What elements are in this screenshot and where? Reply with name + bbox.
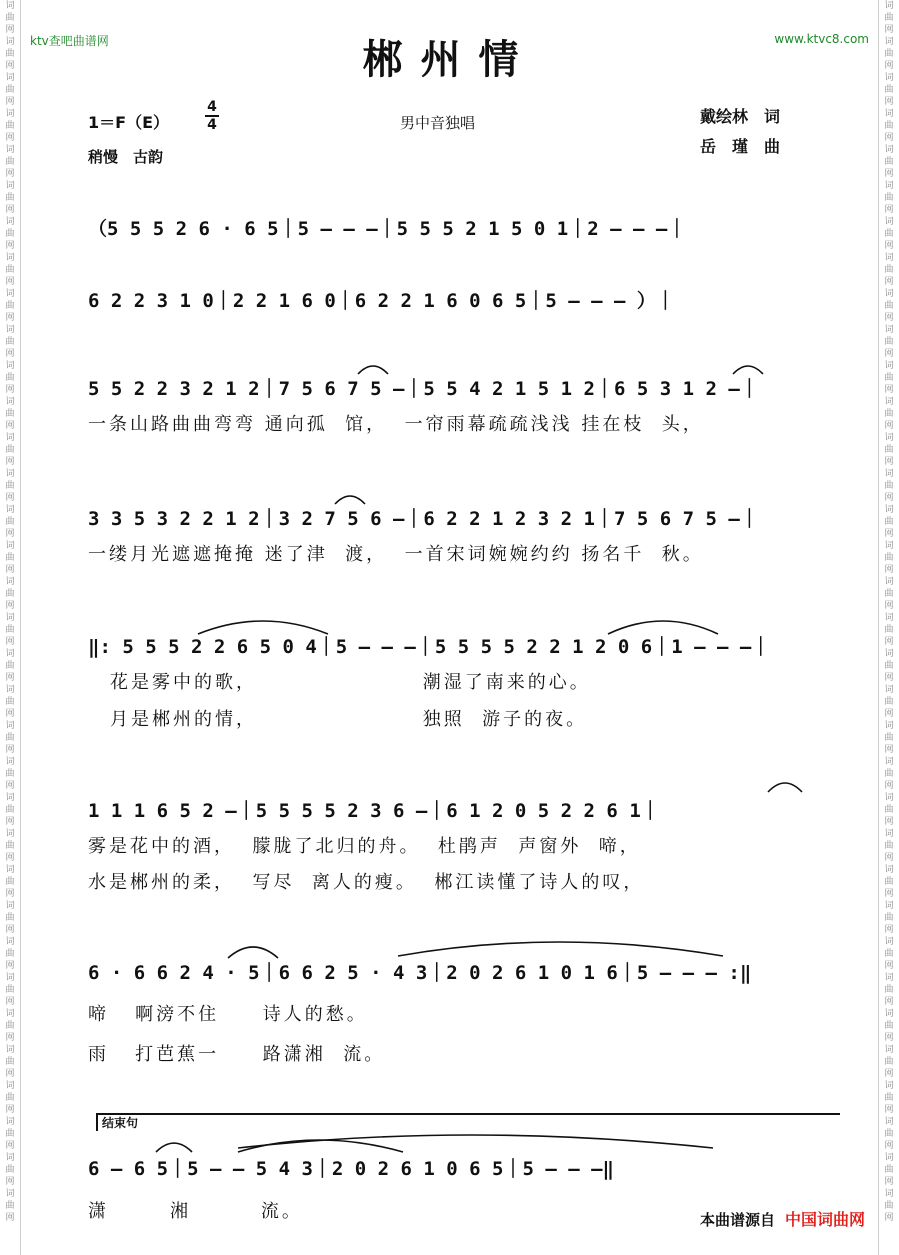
notation-3: 5 5 2 2 3 2 1 2｜7 5 6 7 5 –｜5 5 4 2 1 5 1 2｜6 5 3 1 2 –｜ <box>88 378 759 400</box>
lyrics-line-6b: 水是郴州的柔， 写尽 离人的瘦。 郴江读懂了诗人的叹， <box>88 872 645 893</box>
credit-site-link[interactable]: 中国词曲网 <box>784 1210 865 1229</box>
notation-8: 6 – 6 5｜5 – – 5 4 3｜2 0 2 6 1 0 6 5｜5 – – –‖ <box>88 1158 614 1180</box>
notation-7: 6 · 6 6 2 4 · 5｜6 6 2 5 · 4 3｜2 0 2 6 1 0 1 6｜5 – – – :‖ <box>88 962 752 984</box>
left-watermark-strip: 词曲网词曲网词曲网词曲网词曲网词曲网词曲网词曲网词曲网词曲网词曲网词曲网词曲网词曲网词曲网词曲网词曲网词曲网词曲网词曲网词曲网词曲网词曲网词曲网词曲网词曲网词曲网词曲网词曲网词曲网词曲网词曲网词曲网词曲网 <box>5 1 15 1223</box>
notation-5: ‖: 5 5 5 2 2 6 5 0 4｜5 – – –｜5 5 5 5 2 2 1 2 0 6｜1 – – –｜ <box>88 636 771 658</box>
credit-prefix: 本曲谱源自 <box>699 1211 775 1229</box>
notation-4: 3 3 5 3 2 2 1 2｜3 2 7 5 6 –｜6 2 2 1 2 3 2 1｜7 5 6 7 5 –｜ <box>88 508 759 530</box>
key-signature: 1＝F（E） <box>88 113 169 132</box>
performance-note: 男中音独唱 <box>400 114 476 132</box>
left-border-line <box>20 0 21 1255</box>
lyrics-line-7b: 雨 打芭蕉一 路潇湘 流。 <box>88 1044 386 1065</box>
source-site-left[interactable]: ktv查吧曲谱网 <box>30 34 109 48</box>
score-line-4 <box>88 490 836 540</box>
time-signature-bottom: 4 <box>207 117 217 133</box>
lyrics-line-3: 一条山路曲曲弯弯 通向孤 馆， 一帘雨幕疏疏浅浅 挂在枝 头， <box>88 414 704 435</box>
lyrics-line-7a: 啼 啊滂不住 诗人的愁。 <box>88 1004 368 1025</box>
lyrics-line-6a: 雾是花中的酒， 朦胧了北归的舟。 杜鹃声 声窗外 啼， <box>88 836 641 857</box>
lyricist: 戴绘林 词 <box>700 107 781 126</box>
right-border-line <box>878 0 879 1255</box>
notation-1: （5 5 5 2 6 · 6 5｜5 – – –｜5 5 5 2 1 5 0 1｜2 – – –｜ <box>88 218 687 240</box>
score-line-8 <box>88 1140 836 1190</box>
score-line-5 <box>88 618 836 668</box>
composer: 岳 瑾 曲 <box>700 137 781 156</box>
score-line-2 <box>88 272 836 322</box>
score-line-1 <box>88 200 836 250</box>
notation-6: 1 1 1 6 5 2 –｜5 5 5 5 2 3 6 –｜6 1 2 0 5 2 2 6 1｜ <box>88 800 660 822</box>
source-credit <box>700 1207 865 1230</box>
ending-bracket <box>96 1113 840 1131</box>
lyrics-line-5a: 花是雾中的歌， 潮湿了南来的心。 <box>110 672 591 693</box>
right-watermark-strip: 词曲网词曲网词曲网词曲网词曲网词曲网词曲网词曲网词曲网词曲网词曲网词曲网词曲网词曲网词曲网词曲网词曲网词曲网词曲网词曲网词曲网词曲网词曲网词曲网词曲网词曲网词曲网词曲网词曲网词曲网词曲网词曲网词曲网词曲网 <box>884 1 894 1223</box>
song-title: 郴州情 <box>362 37 537 83</box>
lyrics-line-8: 潇 湘 流。 <box>88 1201 303 1222</box>
time-signature-top: 4 <box>207 99 217 115</box>
lyrics-line-5b: 月是郴州的情， 独照 游子的夜。 <box>110 709 588 730</box>
score-line-6 <box>88 782 836 832</box>
tempo-marking: 稍慢 古韵 <box>88 148 164 166</box>
lyrics-line-4: 一缕月光遮遮掩掩 迷了津 渡， 一首宋词婉婉约约 扬名千 秋。 <box>88 544 704 565</box>
score-line-7 <box>88 944 836 994</box>
time-signature <box>205 100 219 132</box>
score-line-3 <box>88 360 836 410</box>
ending-label: 结束句 <box>102 1116 139 1130</box>
source-site-right[interactable]: www.ktvc8.com <box>774 32 869 46</box>
notation-2: 6 2 2 3 1 0｜2 2 1 6 0｜6 2 2 1 6 0 6 5｜5 – – – ）｜ <box>88 290 675 312</box>
